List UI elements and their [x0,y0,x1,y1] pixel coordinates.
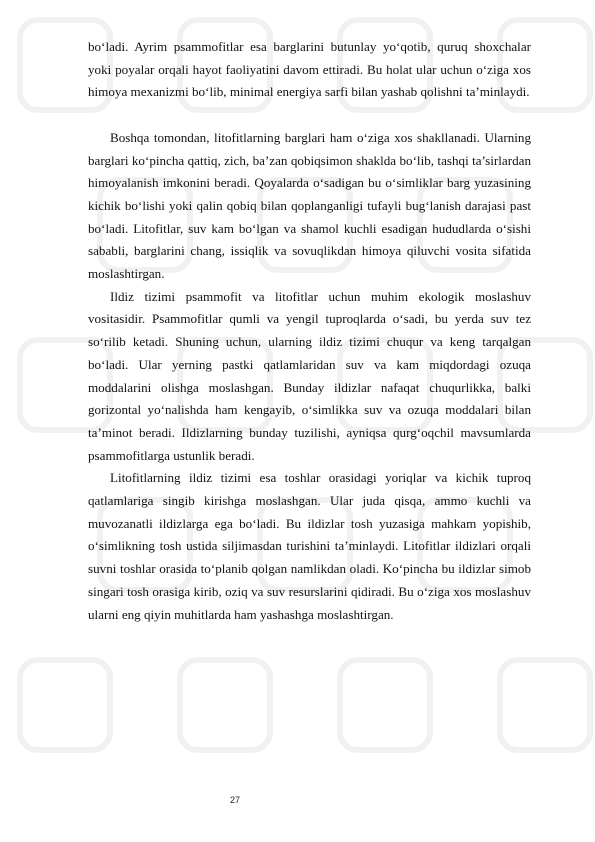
page-number: 27 [230,795,241,805]
paragraph-3: Ildiz tizimi psammofit va litofitlar uchun muhim ekologik moslashuv vositasidir. Psammofitlar qumli va yengil tuproqlarda o‘sadi, bu yerda suv tez so‘rilib ketadi. Shuning uchun, ularning ildiz tizimi chuqur va keng tarqalgan bo‘ladi. Ular yerning pastki qatlamlaridan suv va kam miqdordagi ozuqa moddalarini olishga moslashgan. Bunday ildizlar nafaqat chuqurlikka, balki gorizontal yo‘nalishda ham kengayib, o‘simlikka suv va ozuqa moddalari bilan ta’minot beradi. Ildizlarning bunday tuzilishi, ayniqsa qurg‘oqchil mavsumlarda psammofitlarga ustunlik beradi. [88,288,531,463]
paragraph-2: Boshqa tomondan, litofitlarning barglari ham o‘ziga xos shakllanadi. Ularning barglari ko‘pincha qattiq, zich, ba’zan qobiqsimon shaklda bo‘lib, tashqi ta’sirlardan himoyalanish imkonini beradi. Qoyalarda o‘sadigan bu o‘simliklar barg yuzasining kichik bo‘lishi yoki qalin qobiq bilan qoplanganligi tufayli bug‘lanish darajasi past bo‘ladi. Litofitlar, suv kam bo‘lgan va shamol kuchli esadigan hududlarda o‘sishi sababli, barglarini chang, issiqlik va sovuqlikdan himoya qiluvchi vosita sifatida moslashtirgan. [88,129,531,282]
paragraph-4: Litofitlarning ildiz tizimi esa toshlar orasidagi yoriqlar va kichik tuproq qatlamlariga singib kirishga moslashgan. Ular juda qisqa, ammo kuchli va muvozanatli ildizlarga ega bo‘ladi. Bu ildizlar tosh yuzasiga mahkam yopishib, o‘simlikning tosh ustida siljimasdan turishini ta’minlaydi. Litofitlar ildizlari orqali suvni toshlar orasida to‘planib qolgan namlikdan oladi. Ko‘pincha bu ildizlar simob singari tosh orasiga kirib, oziq va suv resurslarini qidiradi. Bu o‘ziga xos moslashuv ularni eng qiyin muhitlarda ham yashashga moslashtirgan. [88,470,531,622]
paragraph-gap [88,104,531,127]
paragraph-1: bo‘ladi. Ayrim psammofitlar esa barglarini butunlay yo‘qotib, quruq shoxchalar yoki poyalar orqali hayot faoliyatini davom ettiradi. Bu holat ular uchun o‘ziga xos himoya mexanizmi bo‘lib, minimal energiya sarfi bilan yashab qolishni ta’minlaydi. [88,39,531,100]
document-body [88,36,531,626]
